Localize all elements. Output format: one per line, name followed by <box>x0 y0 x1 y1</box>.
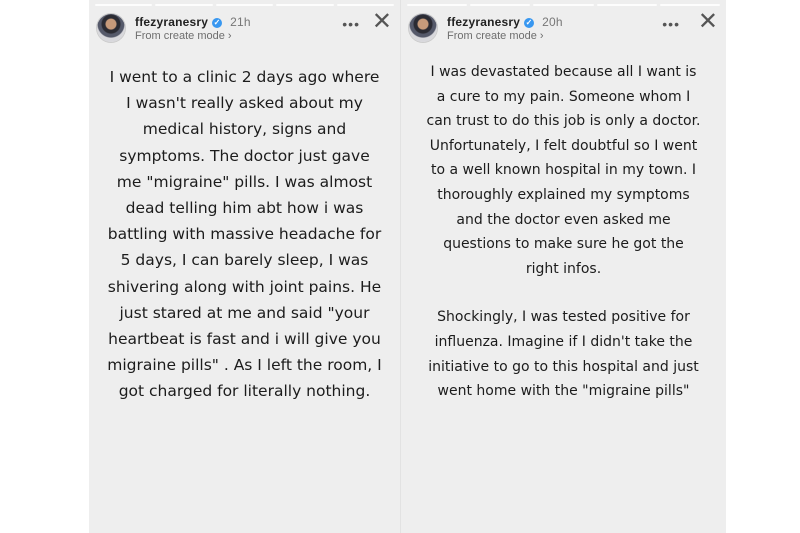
progress-segment <box>155 4 212 6</box>
verified-badge-icon: ✓ <box>525 18 533 27</box>
story-card-left[interactable] <box>89 0 400 533</box>
progress-segment <box>470 4 530 6</box>
post-time: 21h <box>230 15 251 29</box>
story-card-right[interactable] <box>400 0 726 533</box>
more-options-icon[interactable]: ••• <box>342 16 360 32</box>
story-paragraph: Shockingly, I was tested positive for influenza. Imagine if I didn't take the initiative to go to this hospital and just went home with the "migraine pills" <box>428 309 699 400</box>
more-options-icon[interactable]: ••• <box>662 16 680 32</box>
avatar[interactable] <box>409 14 437 42</box>
progress-segment <box>407 4 467 6</box>
progress-segment <box>660 4 720 6</box>
verified-badge-icon: ✓ <box>213 18 221 27</box>
progress-segment <box>216 4 273 6</box>
username[interactable]: ffezyranesry <box>135 15 209 29</box>
close-icon[interactable]: ✕ <box>697 8 718 35</box>
story-progress-bar <box>407 4 720 6</box>
progress-segment <box>276 4 333 6</box>
story-header <box>409 8 718 48</box>
close-icon[interactable]: ✕ <box>371 8 392 35</box>
username-row <box>447 15 563 29</box>
username[interactable]: ffezyranesry <box>447 15 521 29</box>
story-paragraph: I was devastated because all I want is a cure to my pain. Someone whom I can trust to do this job is only a doctor. Unfortunately, I felt doubtful so I went to a well known hospital in my town. I thoroughly explained my symptoms and the doctor even asked me questions to make sure he got the right infos. <box>426 64 701 277</box>
create-mode-link[interactable]: From create mode › <box>135 30 232 42</box>
story-text <box>107 64 382 405</box>
story-text <box>425 60 702 404</box>
avatar[interactable] <box>97 14 125 42</box>
progress-segment <box>597 4 657 6</box>
post-time: 20h <box>542 15 563 29</box>
progress-segment <box>337 4 394 6</box>
story-paragraph: I went to a clinic 2 days ago where I wasn't really asked about my medical history, signs and symptoms. The doctor just gave me "migraine" pills. I was almost dead telling him abt how i was battling with massive headache for 5 days, I can barely sleep, I was shivering along with joint pains. He just stared at me and said "your heartbeat is fast and i will give you migraine pills" . As I left the room, I got charged for literally nothing. <box>107 68 382 401</box>
username-row <box>135 15 251 29</box>
progress-segment <box>533 4 593 6</box>
create-mode-link[interactable]: From create mode › <box>447 30 544 42</box>
progress-segment <box>95 4 152 6</box>
story-progress-bar <box>95 4 394 6</box>
story-header <box>97 8 392 48</box>
